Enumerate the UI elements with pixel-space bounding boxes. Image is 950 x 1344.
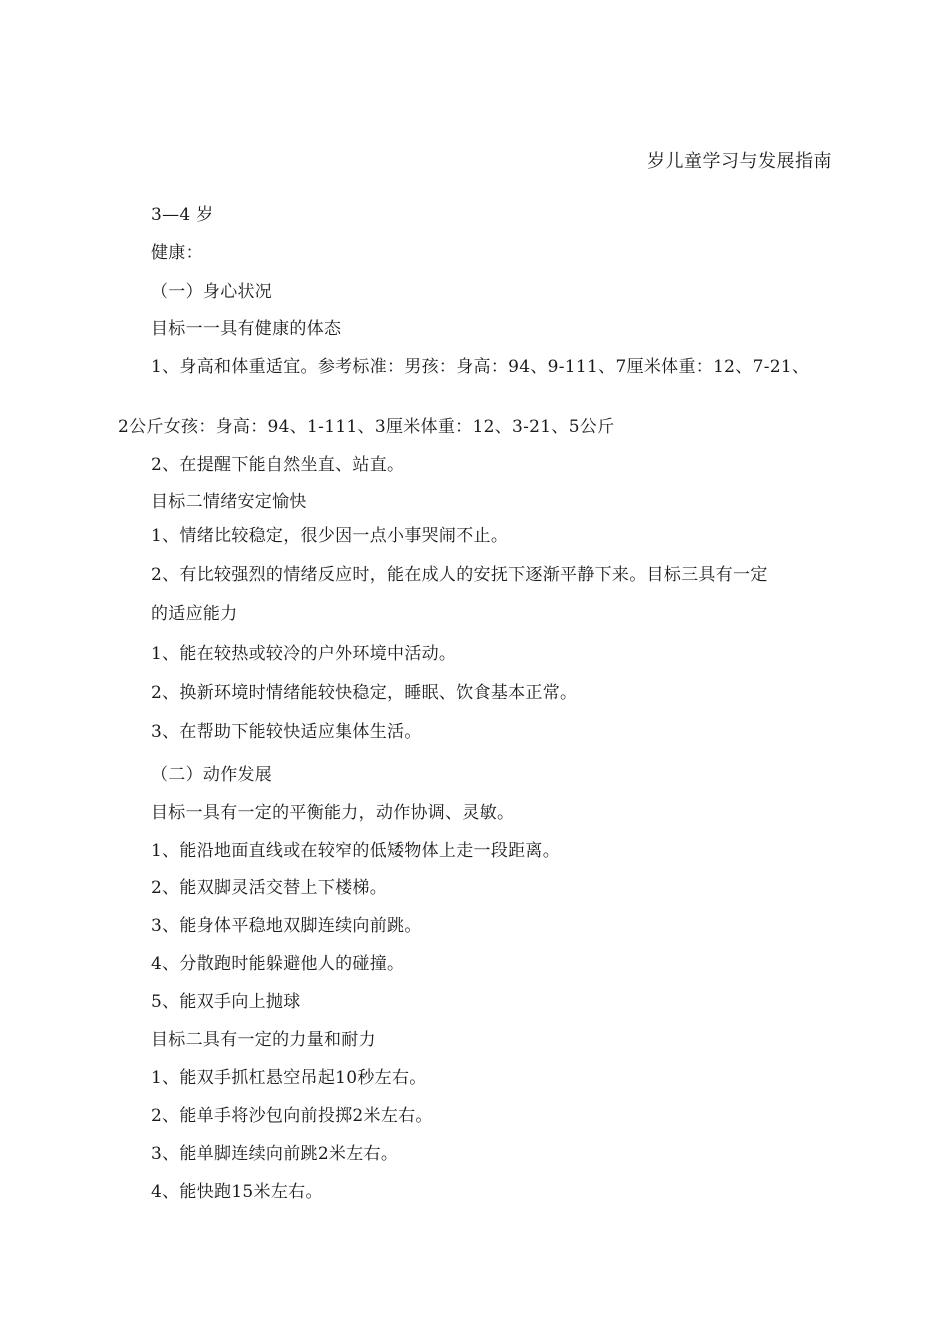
list-item-dodge: 4、分散跑时能躲避他人的碰撞。 xyxy=(151,954,405,974)
paragraph-height-weight-continued: 2公斤女孩：身高：94、1-111、3厘米体重：12、3-21、5公斤 xyxy=(118,417,615,437)
subsection-heading-physical-mental: （一）身心状况 xyxy=(151,282,273,302)
age-range-heading: 3—4 岁 xyxy=(151,205,214,225)
list-item-new-environment: 2、换新环境时情绪能较快稳定，睡眠、饮食基本正常。 xyxy=(151,683,578,703)
list-item-outdoor: 1、能在较热或较冷的户外环境中活动。 xyxy=(151,644,457,664)
goal-heading-balance: 目标一具有一定的平衡能力，动作协调、灵敏。 xyxy=(151,803,515,823)
list-item-stairs: 2、能双脚灵活交替上下楼梯。 xyxy=(151,878,388,898)
goal-heading-strength: 目标二具有一定的力量和耐力 xyxy=(151,1030,376,1050)
paragraph-height-weight: 1、身高和体重适宜。参考标准：男孩：身高：94、9-111、7厘米体重：12、7-21、 xyxy=(151,357,810,377)
goal-heading-1: 目标一一具有健康的体态 xyxy=(151,319,342,339)
list-item-hang-bar: 1、能双手抓杠悬空吊起10秒左右。 xyxy=(151,1068,427,1088)
list-item-throw-ball: 5、能双手向上抛球 xyxy=(151,992,301,1012)
list-item-group-life: 3、在帮助下能较快适应集体生活。 xyxy=(151,722,422,742)
goal-heading-2: 目标二情绪安定愉快 xyxy=(151,492,307,512)
document-title: 岁儿童学习与发展指南 xyxy=(647,151,832,172)
list-item-emotion-stable: 1、情绪比较稳定，很少因一点小事哭闹不止。 xyxy=(151,526,509,546)
list-item-emotion-calm: 2、有比较强烈的情绪反应时，能在成人的安抚下逐渐平静下来。目标三具有一定 xyxy=(151,565,768,585)
list-item-walk-line: 1、能沿地面直线或在较窄的低矮物体上走一段距离。 xyxy=(151,841,561,861)
list-item-sandbag: 2、能单手将沙包向前投掷2米左右。 xyxy=(151,1106,433,1126)
section-heading-health: 健康： xyxy=(151,243,203,263)
list-item-sit-stand: 2、在提醒下能自然坐直、站直。 xyxy=(151,455,405,475)
goal-heading-3-continued: 的适应能力 xyxy=(151,604,238,624)
subsection-heading-motor: （二）动作发展 xyxy=(151,765,273,785)
list-item-run: 4、能快跑15米左右。 xyxy=(151,1182,323,1202)
list-item-jump: 3、能身体平稳地双脚连续向前跳。 xyxy=(151,916,422,936)
list-item-hop: 3、能单脚连续向前跳2米左右。 xyxy=(151,1144,399,1164)
